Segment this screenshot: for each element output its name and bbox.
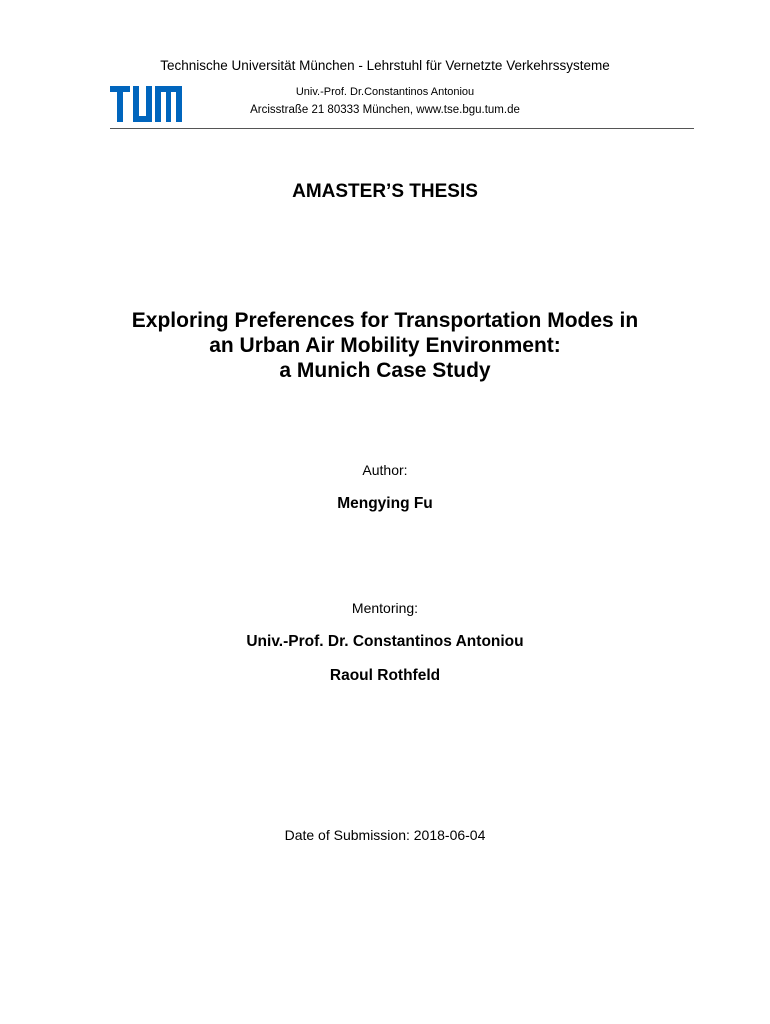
mentor-name-1: Univ.-Prof. Dr. Constantinos Antoniou	[246, 633, 524, 650]
mentor-name-2: Raoul Rothfeld	[329, 667, 441, 684]
title-line-2: an Urban Air Mobility Environment:	[209, 334, 561, 357]
author-label: Author:	[362, 462, 408, 478]
chair-line: Univ.-Prof. Dr.Constantinos Antoniou	[295, 86, 475, 98]
mentoring-label: Mentoring:	[351, 600, 419, 616]
address-line: Arcisstraße 21 80333 München, www.tse.bgu.tum.de	[250, 104, 520, 116]
title-line-1: Exploring Preferences for Transportation Modes in	[131, 309, 639, 332]
document-type: AMASTER’S THESIS	[292, 181, 478, 202]
submission-date: Date of Submission: 2018-06-04	[284, 827, 486, 843]
title-line-3: a Munich Case Study	[279, 359, 491, 382]
header-divider	[110, 128, 694, 129]
university-line: Technische Universität München - Lehrstuhl für Vernetzte Verkehrssysteme	[160, 58, 610, 73]
author-name: Mengying Fu	[337, 495, 433, 512]
